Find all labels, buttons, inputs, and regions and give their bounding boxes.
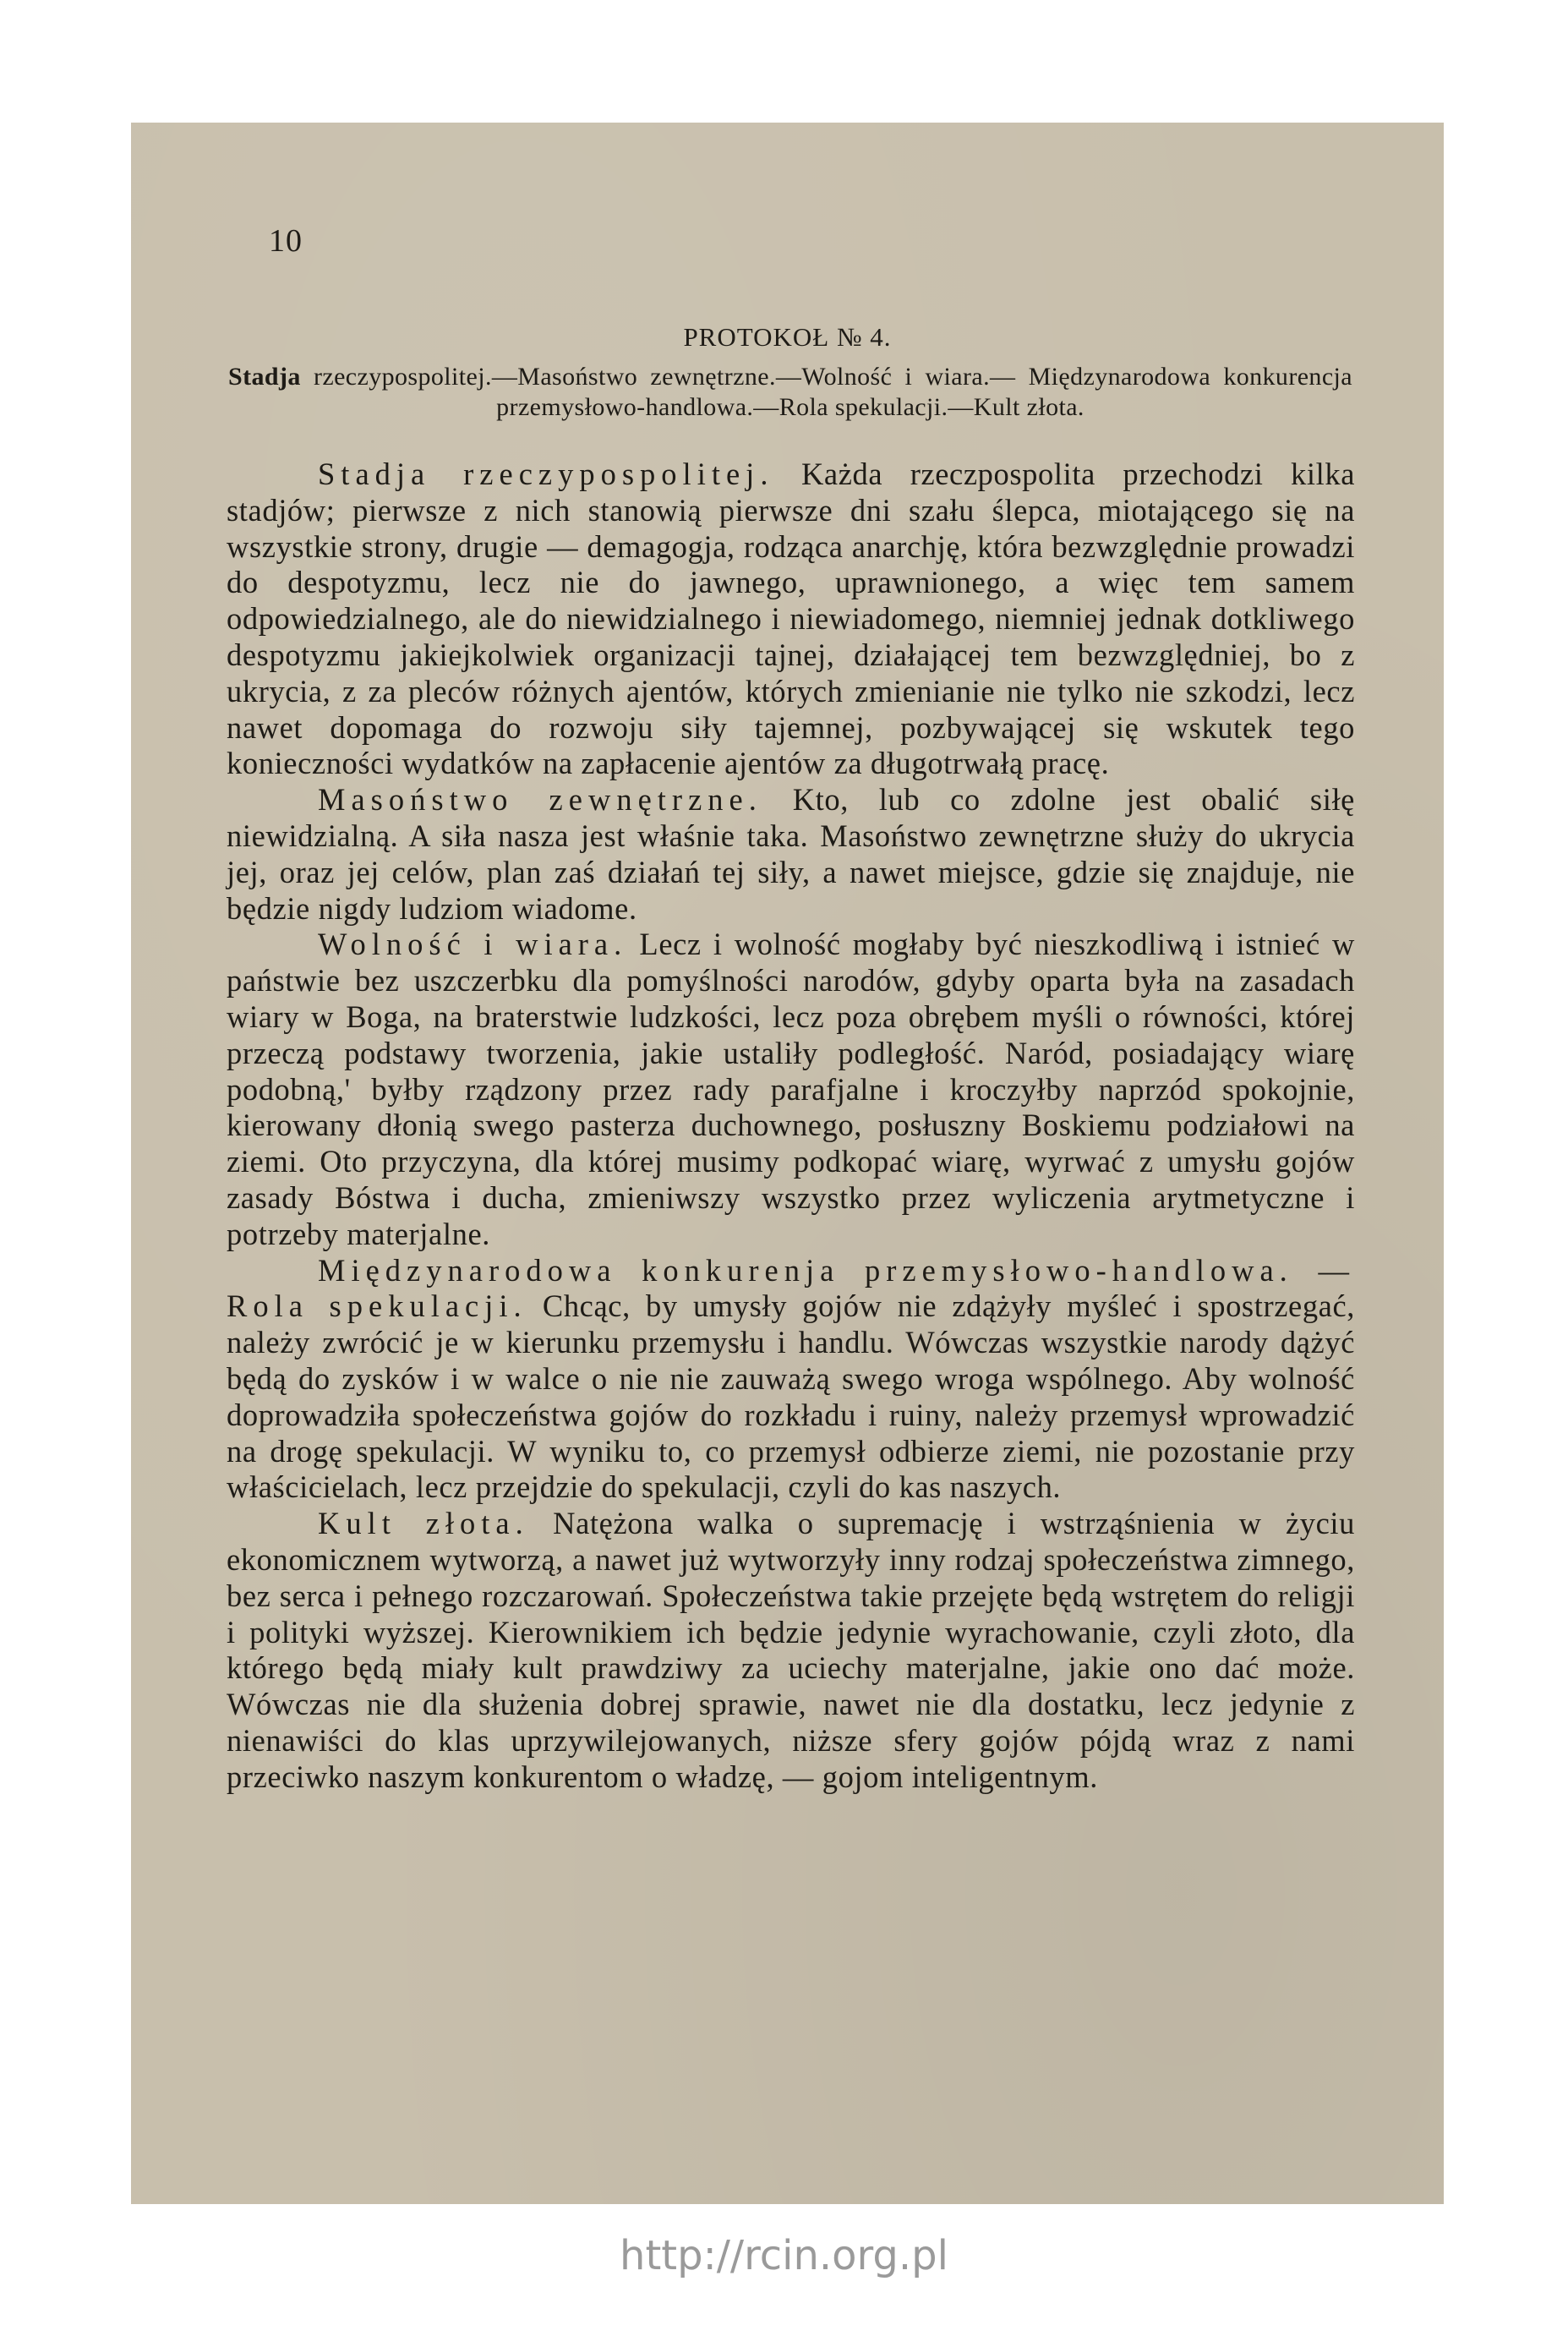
paragraph-text: Lecz i wolność mogłaby być nieszkodliwą i istnieć w państwie bez uszczerbku dla pomyślności narodów, gdyby oparta była na zasadach wiary w Boga, na braterstwie ludzkości, lecz poza obrębem myśli o równości, której przeczą podstawy tworzenia, jakie ustaliły podległość. Naród, posiadający wiarę podobną,' byłby rządzony przez rady parafjalne i kroczyłby naprzód spokojnie, kierowany dłonią swego pasterza duchownego, posłuszny Boskiemu podziałowi na ziemi. Oto przyczyna, dla której musimy podkopać wiarę, wyrwać z umysłu gojów zasady Bóstwa i ducha, zmieniwszy wszystko przez wyliczenia arytmetyczne i potrzeby materjalne.	[227, 927, 1355, 1251]
summary-first-word: Stadja	[228, 363, 301, 391]
paragraph-lead: Stadja rzeczypospolitej.	[318, 457, 774, 491]
paragraph-kult-zlota	[227, 1506, 1355, 1795]
paragraph-lead: Międzynarodowa konkurenja przemysłowo-handlowa. — Rola spekulacji.	[227, 1252, 1355, 1324]
footer-url: http://rcin.org.pl	[620, 2232, 948, 2279]
paragraph-text: Natężona walka o supremację i wstrząśnienia w życiu ekonomicznem wytworzą, a nawet już wytworzyły inny rodzaj społeczeństwa zimnego, bez serca i pełnego rozczarowań. Społeczeństwa takie przejęte będą wstrętem do religji i polityki wyższej. Kierownikiem ich będzie jedynie wyrachowanie, czyli złoto, dla którego będą miały kult prawdziwy za uciechy materjalne, jakie ono dać może. Wówczas nie dla służenia dobrej sprawie, nawet nie dla dostatku, lecz jedynie z nienawiści do klas uprzywilejowanych, niższe sfery gojów pójdą wraz z nami przeciwko naszym konkurentom o władzę, — gojom inteligentnym.	[227, 1506, 1355, 1794]
paragraph-text: Kto, lub co zdolne jest obalić siłę niewidzialną. A siła nasza jest właśnie taka. Masoństwo zewnętrzne służy do ukrycia jej, oraz jej celów, plan zaś działań tej siły, a nawet miejsce, gdzie się znajduje, nie będzie nigdy ludziom wiadome.	[227, 782, 1355, 926]
paragraph-konkurencja	[227, 1253, 1355, 1507]
scanned-page	[131, 123, 1444, 2204]
body-text	[227, 457, 1355, 1795]
summary-text: rzeczypospolitej.—Masoństwo zewnętrzne.—Wolność i wiara.— Międzynarodowa konkurencja przemysłowo-handlowa.—Rola spekulacji.—Kult złota.	[300, 363, 1352, 421]
paragraph-wolnosc	[227, 927, 1355, 1252]
paragraph-text: Chcąc, by umysły gojów nie zdążyły myśleć i spostrzegać, należy zwrócić je w kierunku przemysłu i handlu. Wówczas wszystkie narody dążyć będą do zysków i w walce o nie nie zauważą swego wroga wspólnego. Aby wolność doprowadziła społeczeństwa gojów do rozkładu i ruiny, należy przemysł wprowadzić na drogę spekulacji. W wyniku to, co przemysł odbierze ziemi, nie pozostanie przy właścicielach, lecz przejdzie do spekulacji, czyli do kas naszych.	[227, 1288, 1356, 1505]
protocol-summary	[228, 362, 1352, 423]
paragraph-stadja	[227, 457, 1355, 782]
page-number: 10	[269, 223, 303, 259]
paragraph-lead: Wolność i wiara.	[318, 927, 628, 962]
paragraph-text: Każda rzeczpospolita przechodzi kilka stadjów; pierwsze z nich stanowią pierwsze dni szału ślepca, miotającego się na wszystkie strony, drugie — demagogja, rodząca anarchję, która bezwzględnie prowadzi do despotyzmu, lecz nie do jawnego, uprawnionego, a więc tem samem odpowiedzialnego, ale do niewidzialnego i niewiadomego, niemniej jednak dotkliwego despotyzmu jakiejkolwiek organizacji tajnej, działającej tem bezwzględniej, bo z ukrycia, z za pleców różnych ajentów, których zmienianie nie tylko nie szkodzi, lecz nawet dopomaga do rozwoju siły tajemnej, pozbywającej się wskutek tego konieczności wydatków na zapłacenie ajentów za długotrwałą pracę.	[227, 457, 1355, 781]
paragraph-masonstwo	[227, 782, 1355, 927]
protocol-heading: PROTOKOŁ № 4.	[683, 322, 892, 352]
paragraph-lead: Kult złota.	[318, 1506, 529, 1541]
paragraph-lead: Masoństwo zewnętrzne.	[318, 782, 762, 818]
